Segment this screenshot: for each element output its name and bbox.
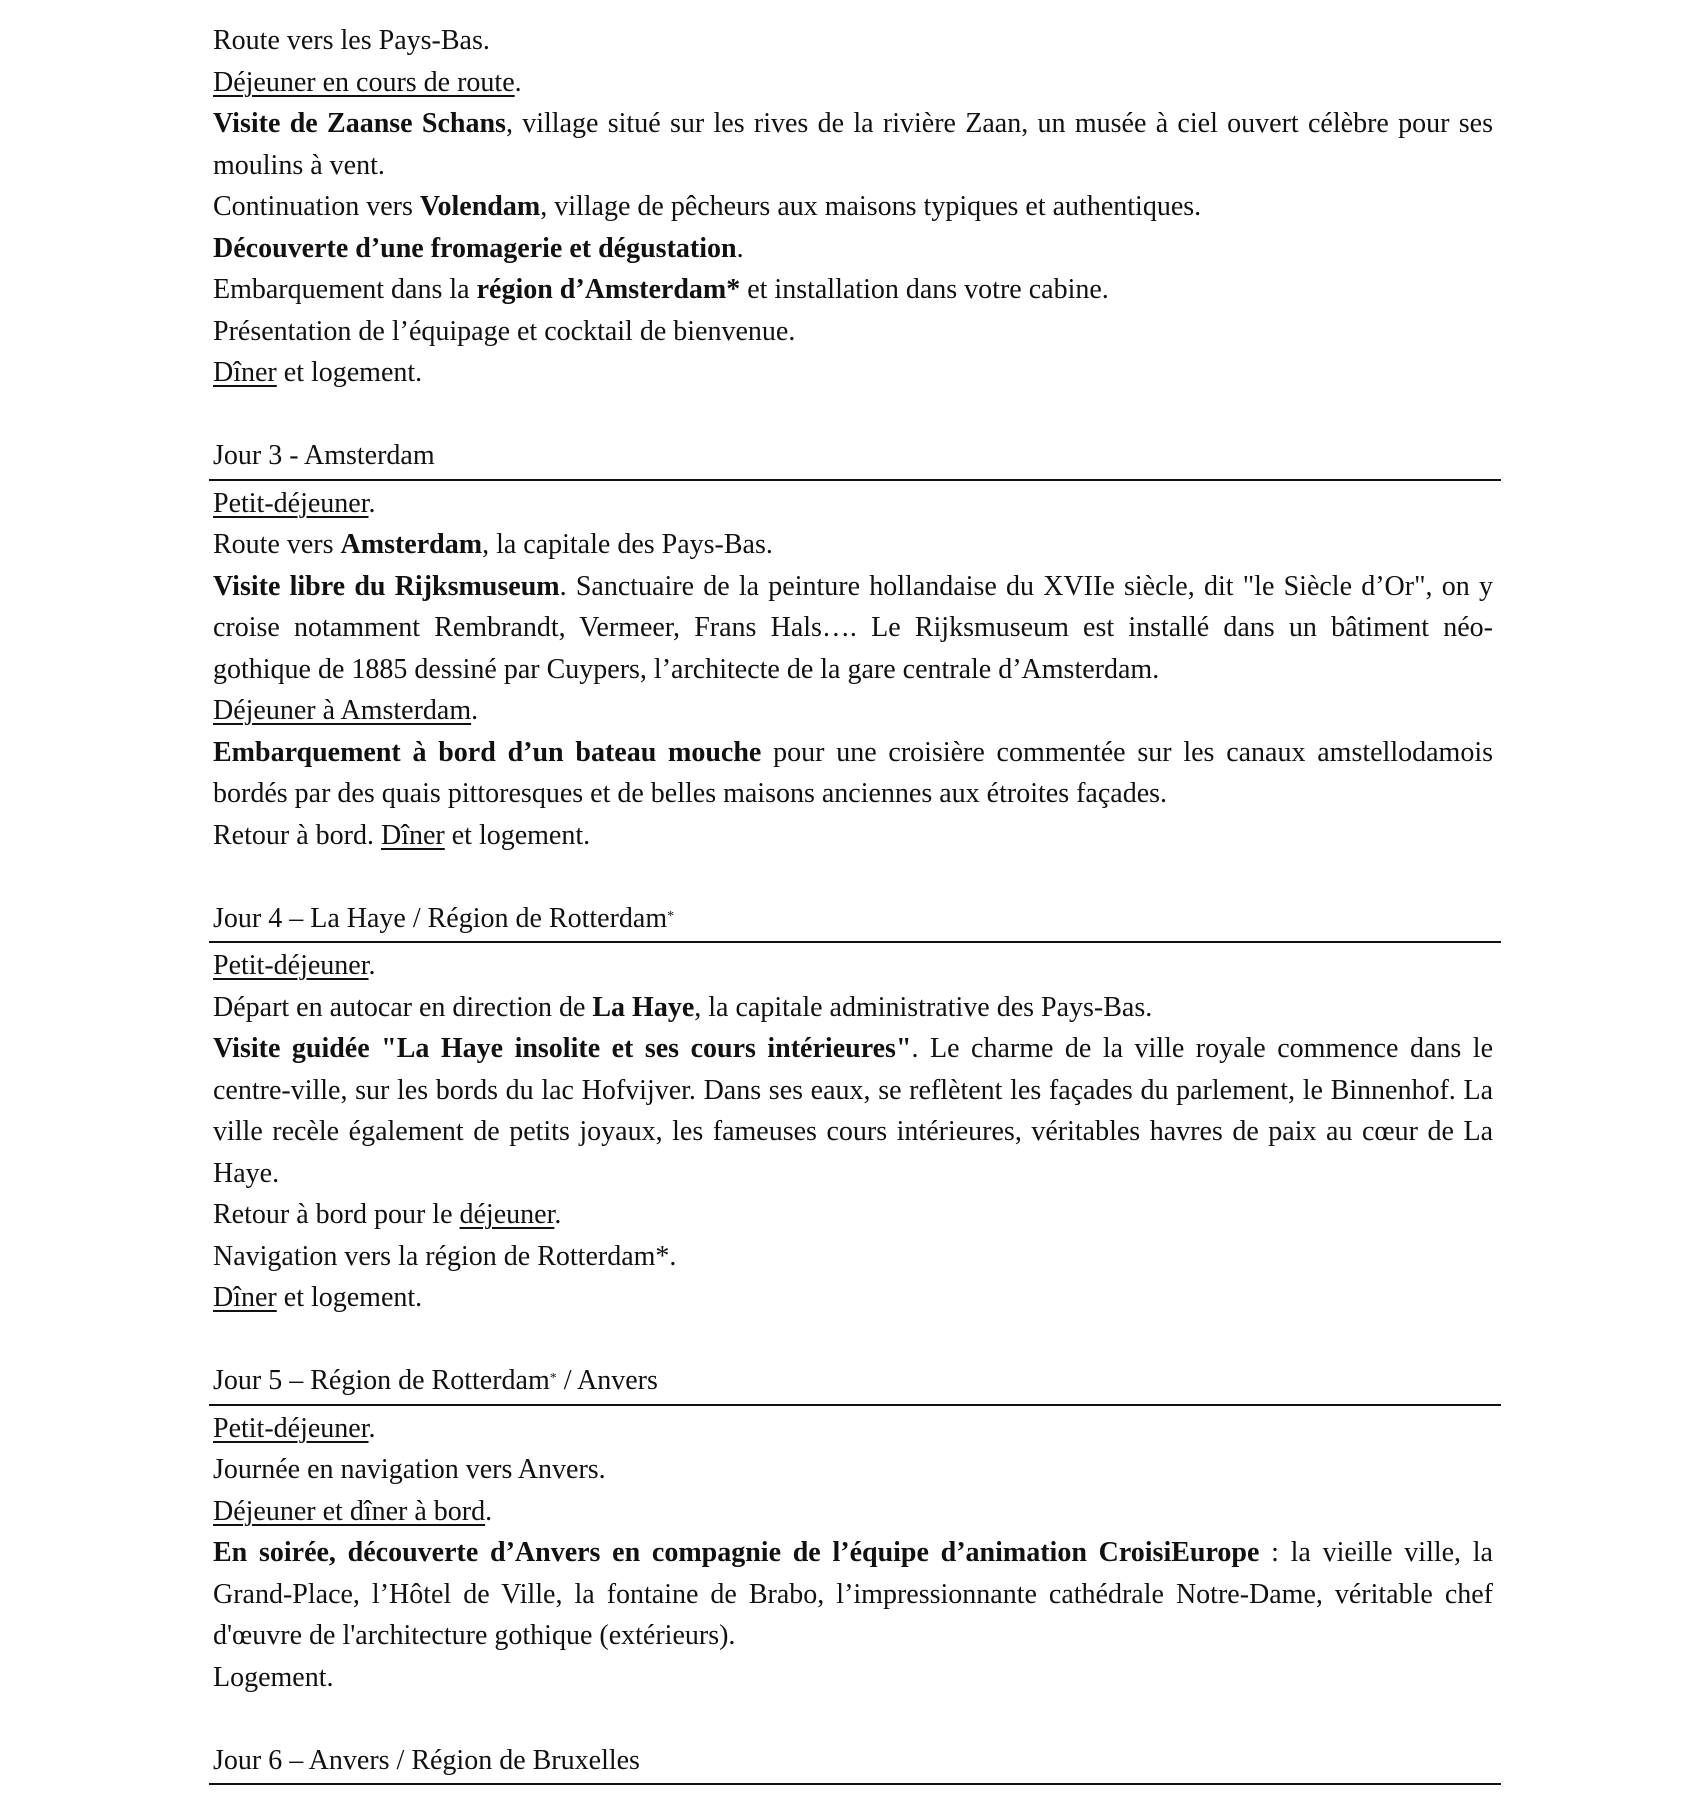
text-line [213, 269, 1493, 311]
meal-text: déjeuner [459, 1199, 555, 1230]
text-paragraph [213, 1028, 1493, 1194]
day-heading [209, 898, 1501, 944]
text-line [213, 1491, 1493, 1533]
text-paragraph [213, 103, 1493, 186]
day-heading [209, 1740, 1501, 1786]
text-paragraph [213, 1532, 1493, 1657]
text-paragraph [213, 566, 1493, 691]
text-line [213, 352, 1493, 394]
spacer [213, 1319, 1493, 1361]
heading-text: Jour 3 - Amsterdam [213, 440, 435, 471]
text: Retour à bord pour le [213, 1199, 460, 1230]
heading-text: Jour 6 – Anvers / Région de Bruxelles [213, 1744, 640, 1776]
text: . [368, 487, 376, 519]
bold-text: Volendam [419, 191, 541, 222]
text: Départ en autocar en direction de [213, 991, 593, 1023]
text: Navigation vers la région de Rotterdam*. [213, 1240, 677, 1272]
spacer [213, 394, 1493, 436]
meal-text: Petit-déjeuner [213, 1412, 369, 1444]
bold-text: région d’Amsterdam* [476, 274, 741, 305]
text: . [368, 1412, 376, 1444]
heading-text: / Anvers [556, 1365, 658, 1396]
text: . Le charme de la ville royale commence dans le centre-ville, sur les bords du lac Hofvijver. Dans ses eaux, se reflètent les façades du parlement, le Binnenhof. La ville recèle également de petits joyaux, les fameuses cours intérieures, véritables havres de paix au cœur de La Haye. [213, 1033, 1494, 1189]
text: Retour à bord. [213, 819, 381, 851]
text-line [213, 1194, 1493, 1236]
text-line [213, 815, 1493, 857]
spacer [213, 1698, 1493, 1740]
text: . [736, 232, 744, 264]
text: et logement. [276, 1282, 423, 1313]
text-paragraph [213, 732, 1493, 815]
meal-text: Déjeuner à Amsterdam [213, 695, 472, 726]
bold-text: La Haye [592, 991, 695, 1023]
text-line [213, 524, 1493, 566]
text: . [368, 950, 376, 981]
footnote-marker: * [549, 1371, 557, 1386]
text: Route vers [213, 529, 341, 560]
text-line [213, 20, 1493, 62]
spacer [213, 856, 1493, 898]
text: Continuation vers [213, 191, 420, 222]
heading-text: Jour 4 – La Haye / Région de Rotterdam [213, 902, 668, 934]
footnote-marker: * [667, 908, 675, 924]
text: , village situé sur les rives de la rivière Zaan, un musée à ciel ouvert célèbre pour ses moulins à vent. [213, 108, 1493, 181]
text: . Sanctuaire de la peinture hollandaise du XVIIe siècle, dit "le Siècle d’Or", on y croise notamment Rembrandt, Vermeer, Frans Hals…. Le Rijksmuseum est installé dans un bâtiment néo-gothique de 1885 dessiné par Cuypers, l’architecte de la gare centrale d’Amsterdam. [213, 570, 1493, 685]
text: Journée en navigation vers Anvers. [213, 1454, 606, 1485]
text: , village de pêcheurs aux maisons typiques et authentiques. [540, 191, 1202, 222]
bold-text: Embarquement à bord d’un bateau mouche [213, 736, 762, 768]
text-line [213, 228, 1493, 270]
meal-text: Petit-déjeuner [213, 487, 369, 519]
meal-text: Dîner [213, 357, 277, 388]
text: Embarquement dans la [213, 274, 477, 305]
text: : la vieille ville, la Grand-Place, l’Hôtel de Ville, la fontaine de Brabo, l’impressionnante cathédrale Notre-Dame, véritable chef d'œuvre de l'architecture gothique (extérieurs). [213, 1537, 1493, 1651]
text: pour une croisière commentée sur les canaux amstellodamois bordés par des quais pittoresques et de belles maisons anciennes aux étroites façades. [213, 736, 1493, 809]
text-line [213, 186, 1493, 228]
text-line [213, 987, 1493, 1029]
text: Logement. [213, 1661, 334, 1693]
text-line [213, 311, 1493, 353]
bold-text: Amsterdam [340, 529, 483, 560]
bold-text: Visite libre du Rijksmuseum [213, 570, 560, 602]
text: et logement. [276, 357, 423, 388]
day-heading [209, 435, 1501, 481]
text-line [213, 1657, 1493, 1699]
bold-text: Visite de Zaanse Schans [213, 108, 506, 139]
text: et installation dans votre cabine. [740, 274, 1109, 305]
document-page [213, 20, 1493, 1787]
bold-text: Découverte d’une fromagerie et dégustation [213, 232, 737, 264]
text-line [213, 62, 1493, 104]
text: Présentation de l’équipage et cocktail de bienvenue. [213, 315, 796, 347]
text: , la capitale des Pays-Bas. [482, 529, 773, 560]
bold-text: En soirée, découverte d’Anvers en compagnie de l’équipe d’animation CroisiEurope [213, 1537, 1260, 1568]
text-line [213, 1277, 1493, 1319]
day-heading [209, 1360, 1501, 1406]
heading-text: Jour 5 – Région de Rotterdam [213, 1365, 550, 1396]
bold-text: Visite guidée "La Haye insolite et ses cours intérieures" [213, 1033, 912, 1064]
text-line [213, 1408, 1493, 1450]
meal-text: Petit-déjeuner [213, 950, 369, 981]
text: et logement. [444, 819, 591, 851]
text-line [213, 1236, 1493, 1278]
text: . [471, 695, 479, 726]
text: . [514, 66, 522, 98]
meal-text: Déjeuner et dîner à bord [213, 1495, 486, 1527]
text-line [213, 483, 1493, 525]
text-line [213, 690, 1493, 732]
text: . [485, 1495, 493, 1527]
meal-text: Déjeuner en cours de route [213, 66, 515, 98]
text-line [213, 945, 1493, 987]
text: Route vers les Pays-Bas. [213, 25, 490, 56]
text: . [554, 1199, 562, 1230]
text: , la capitale administrative des Pays-Bas. [694, 991, 1153, 1023]
meal-text: Dîner [213, 1282, 277, 1313]
text-line [213, 1449, 1493, 1491]
meal-text: Dîner [380, 819, 445, 851]
